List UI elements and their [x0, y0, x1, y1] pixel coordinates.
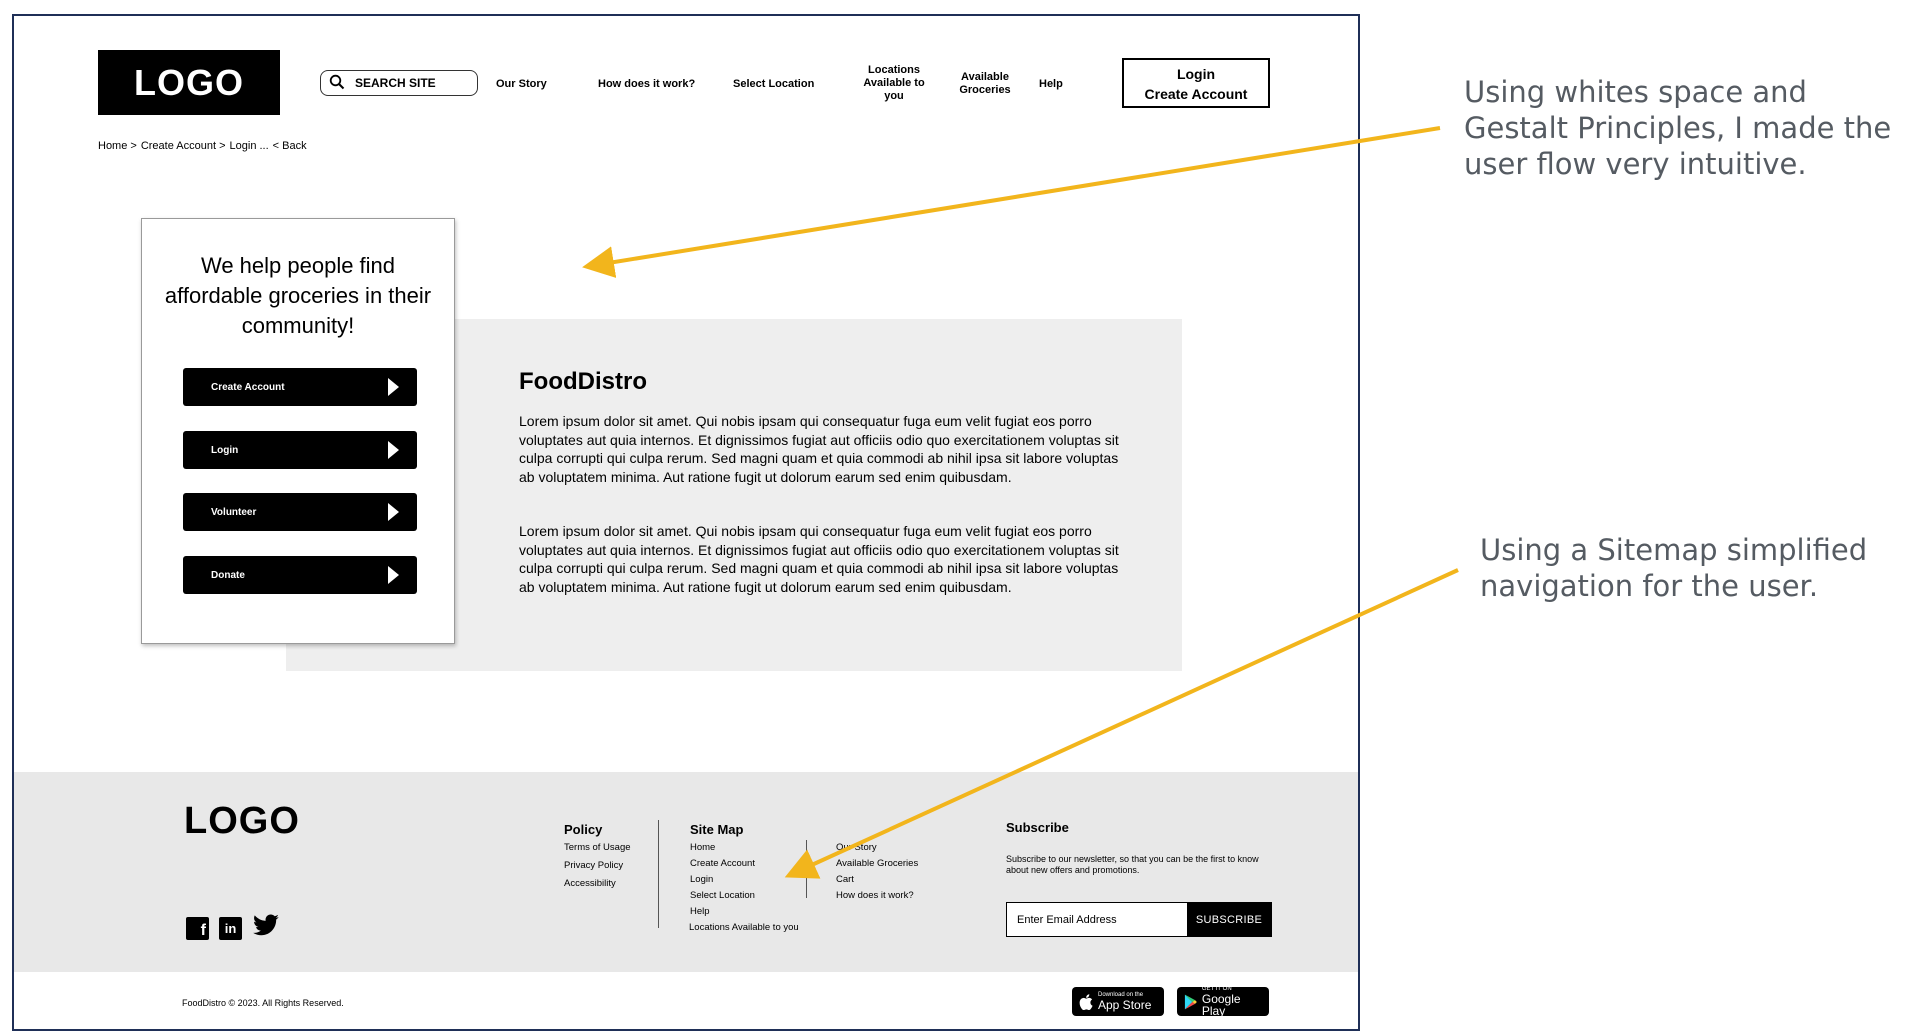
annotation-whitespace: Using whites space and Gestalt Principles, I made the user flow very intuitive. [1464, 75, 1892, 181]
breadcrumb-create-account[interactable]: Create Account > [140, 140, 226, 152]
nav-our-story[interactable]: Our Story [496, 78, 547, 90]
subscribe-description: Subscribe to our newsletter, so that you can be the first to know about new offers and promotions. [1006, 854, 1259, 875]
nav-help[interactable]: Help [1039, 78, 1063, 90]
sitemap-link-login[interactable]: Login [690, 874, 714, 885]
breadcrumb-back[interactable]: < Back [272, 140, 307, 152]
footer-link-privacy[interactable]: Privacy Policy [564, 860, 624, 871]
search-label: SEARCH SITE [355, 76, 436, 90]
cta-label: Donate [211, 569, 245, 581]
breadcrumb-home[interactable]: Home > [98, 140, 137, 152]
brand-title: FoodDistro [519, 368, 647, 395]
sitemap-link-locations[interactable]: Locations Available to you [689, 922, 799, 933]
sitemap-link-our-story[interactable]: Our Story [836, 842, 877, 853]
hero-paragraph: Lorem ipsum dolor sit amet. Qui nobis ipsam qui consequatur fuga eum velit fugiat eos porro voluptates aut quia internos. Et dignissimos fugiat aut officiis odio quo exercitationem voluptas sit culpa corrupti qui culpa rerum. Sed magni quam et quia commodi ab nihil ipsa sit labore voluptas ab voluptatem minima. Aut ratione fugit ut dolorum earum sed enim quibusdam. [519, 523, 1119, 595]
nav-locations-available[interactable]: Locations Available to you [863, 64, 925, 102]
app-store-small: Download on the [1098, 992, 1144, 998]
annotation-sitemap: Using a Sitemap simplified navigation for the user. [1480, 533, 1868, 603]
google-play-small: GET IT ON [1201, 986, 1232, 992]
footer-logo[interactable]: LOGO [184, 800, 300, 842]
cta-label: Volunteer [211, 506, 257, 518]
hero-paragraph: Lorem ipsum dolor sit amet. Qui nobis ipsam qui consequatur fuga eum velit fugiat eos porro voluptates aut quia internos. Et dignissimos fugiat aut officiis odio quo exercitationem voluptas sit culpa corrupti qui culpa rerum. Sed magni quam et quia commodi ab nihil ipsa sit labore voluptas ab voluptatem minima. Aut ratione fugit ut dolorum earum sed enim quibusdam. [519, 413, 1119, 485]
email-field[interactable]: Enter Email Address [1017, 913, 1117, 926]
facebook-icon[interactable]: f [186, 917, 209, 940]
policy-heading: Policy [564, 822, 603, 837]
annotation-arrow [792, 570, 1458, 874]
sitemap-link-how-it-works[interactable]: How does it work? [836, 890, 914, 901]
footer-link-terms[interactable]: Terms of Usage [564, 842, 631, 853]
sitemap-link-available-groceries[interactable]: Available Groceries [836, 858, 919, 869]
header-logo[interactable]: LOGO [98, 50, 280, 115]
hero-card-title: We help people find affordable groceries in their community! [164, 253, 432, 338]
nav-how-it-works[interactable]: How does it work? [598, 78, 696, 90]
sitemap-link-home[interactable]: Home [690, 842, 716, 853]
cta-label: Login [211, 444, 239, 456]
sitemap-link-cart[interactable]: Cart [836, 874, 854, 885]
annotation-arrow [590, 128, 1440, 266]
create-account-link[interactable]: Create Account [1144, 86, 1248, 102]
google-play-big: Google Play [1201, 992, 1241, 1018]
sitemap-heading: Site Map [690, 822, 744, 837]
sitemap-link-help[interactable]: Help [690, 906, 710, 917]
cta-label: Create Account [211, 381, 285, 393]
subscribe-heading: Subscribe [1006, 820, 1069, 835]
subscribe-button[interactable]: SUBSCRIBE [1187, 903, 1271, 936]
app-store-big: App Store [1098, 998, 1152, 1012]
footer-link-accessibility[interactable]: Accessibility [564, 878, 616, 889]
breadcrumb-login[interactable]: Login ... [229, 140, 269, 152]
nav-select-location[interactable]: Select Location [733, 78, 815, 90]
sitemap-link-create-account[interactable]: Create Account [690, 858, 755, 869]
linkedin-icon[interactable]: in [219, 917, 242, 940]
copyright: FoodDistro © 2023. All Rights Reserved. [182, 998, 344, 1008]
nav-available-groceries[interactable]: Available Groceries [959, 71, 1011, 96]
sitemap-link-select-location[interactable]: Select Location [690, 890, 755, 901]
login-link[interactable]: Login [1176, 66, 1216, 82]
